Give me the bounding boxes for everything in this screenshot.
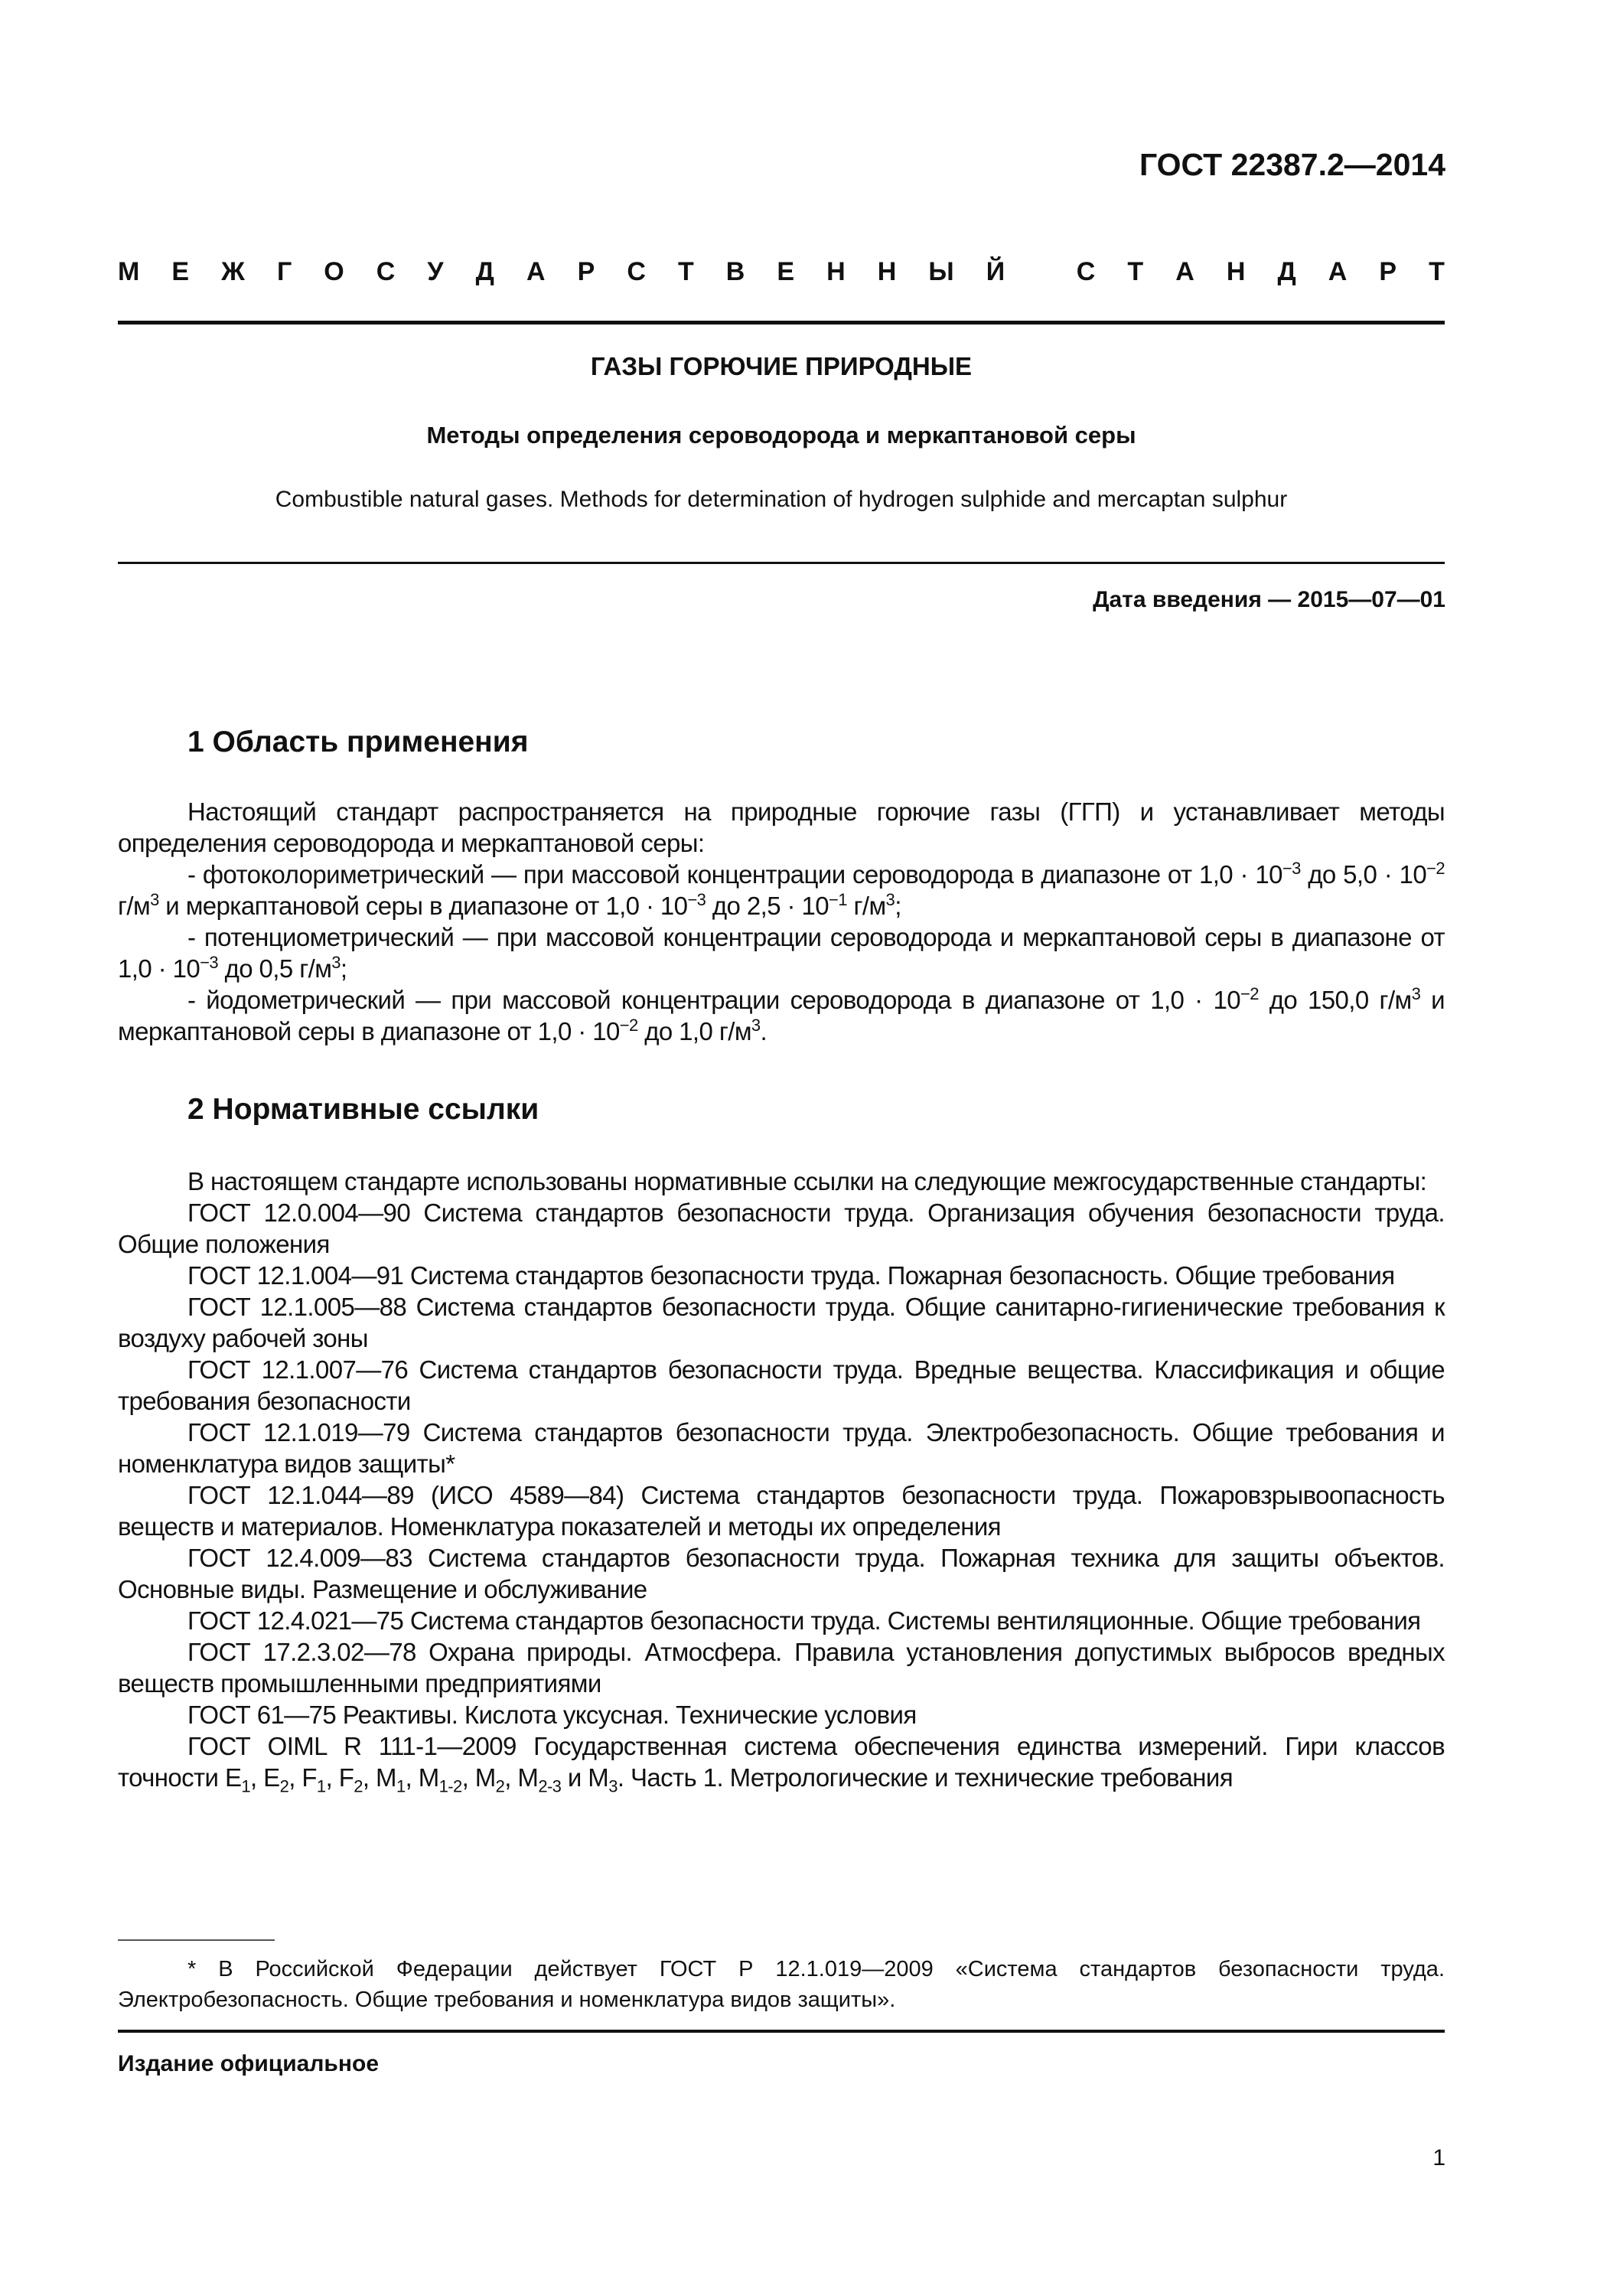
superscript: 3	[751, 1016, 761, 1035]
standard-type-letter: Д	[1277, 257, 1296, 286]
standard-type-letter: Т	[1429, 257, 1445, 286]
standard-type-letter: Н	[826, 257, 846, 286]
superscript: 3	[331, 953, 341, 972]
section-1-body	[118, 796, 1445, 1047]
reference-paragraph: ГОСТ 12.4.009—83 Система стандартов безопасности труда. Пожарная техника для защиты объектов. Основные виды. Размещение и обслуживание	[118, 1544, 1445, 1603]
reference-paragraph: ГОСТ 17.2.3.02—78 Охрана природы. Атмосфера. Правила установления допустимых выбросов вредных веществ промышленными предприятиями	[118, 1638, 1445, 1698]
subscript: 1	[316, 1776, 326, 1796]
superscript: −2	[619, 1016, 638, 1035]
footnote-text: * В Российской Федерации действует ГОСТ Р 12.1.019—2009 «Система стандартов безопасности труда. Электробезопасность. Общие требования и номенклатура видов защиты».	[118, 1957, 1445, 2012]
standard-type-letter: А	[526, 257, 546, 286]
scope-paragraph: - потенциометрический — при массовой концентрации сероводорода и меркаптановой серы в диапазоне от $1,0 \cdot 10^{-3}$ до 0,5 $г/м^3$;	[118, 923, 1445, 983]
document-code: ГОСТ 22387.2—2014	[1139, 147, 1445, 182]
standard-type-letter: С	[1076, 257, 1096, 286]
header-divider	[118, 321, 1445, 325]
reference-paragraph: ГОСТ 12.0.004—90 Система стандартов безопасности труда. Организация обучения безопасности труда. Общие положения	[118, 1199, 1445, 1258]
superscript: −2	[1240, 984, 1259, 1003]
standard-type-letter: О	[324, 257, 344, 286]
subscript: 1	[396, 1776, 406, 1796]
superscript: 3	[885, 890, 895, 909]
section-1-heading: 1 Область применения	[187, 726, 529, 758]
reference-paragraph: ГОСТ 12.1.005—88 Система стандартов безопасности труда. Общие санитарно-гигиенические требования к воздуху рабочей зоны	[118, 1293, 1445, 1352]
standard-type-letter: Е	[777, 257, 795, 286]
reference-paragraph: ГОСТ 12.1.019—79 Система стандартов безопасности труда. Электробезопасность. Общие требования и номенклатура видов защиты*	[118, 1418, 1445, 1478]
standard-type-letter: Т	[1127, 257, 1144, 286]
standard-type-letter: С	[627, 257, 646, 286]
reference-paragraph: ГОСТ OIML R 111-1—2009 Государственная система обеспечения единства измерений. Гири классов точности $E_1$, $E_2$, $F_1$, $F_2$, $M_1$, $M_{1-2}$, $M_2$, $M_{2-3}$ и $M_3$. Часть 1. Метрологические и технические требования	[118, 1732, 1445, 1796]
standard-type-letter: В	[725, 257, 745, 286]
standard-type-letter: Р	[1379, 257, 1397, 286]
superscript: −3	[687, 890, 706, 909]
standard-type-letter: А	[1328, 257, 1348, 286]
standard-type-letter: Т	[677, 257, 694, 286]
superscript: −3	[1282, 859, 1301, 878]
standard-type-letter	[1037, 257, 1044, 287]
subscript: 2	[354, 1776, 363, 1796]
introduction-date: Дата введения — 2015—07—01	[1093, 587, 1445, 612]
reference-paragraph: ГОСТ 61—75 Реактивы. Кислота уксусная. Технические условия	[187, 1701, 917, 1729]
reference-paragraph: ГОСТ 12.1.007—76 Система стандартов безопасности труда. Вредные вещества. Классификация и общие требования безопасности	[118, 1355, 1445, 1415]
standard-type-letter: Н	[1226, 257, 1246, 286]
section-2-body	[118, 1166, 1445, 1796]
reference-paragraph: В настоящем стандарте использованы нормативные ссылки на следующие межгосударственные стандарты:	[187, 1167, 1427, 1195]
footnote-separator	[118, 1939, 275, 1941]
title-divider	[118, 562, 1445, 564]
standard-type-letter: Н	[877, 257, 897, 286]
standard-type-letter: Р	[577, 257, 595, 286]
subscript: 2	[495, 1776, 505, 1796]
document-title-english: Combustible natural gases. Methods for determination of hydrogen sulphide and mercaptan sulphur	[275, 487, 1288, 512]
reference-paragraph: ГОСТ 12.1.044—89 (ИСО 4589—84) Система стандартов безопасности труда. Пожаровзрывоопасность веществ и материалов. Номенклатура показателей и методы их определения	[118, 1481, 1445, 1541]
scope-paragraph: - йодометрический — при массовой концентрации сероводорода в диапазоне от $1,0 \cdot 10^{-2}$ до 150,0 $г/м^3$ и меркаптановой серы в диапазоне от $1,0 \cdot 10^{-2}$ до 1,0 $г/м^3$.	[118, 984, 1445, 1045]
superscript: 3	[150, 890, 159, 909]
subscript: 2-3	[538, 1776, 562, 1796]
standard-type-letter: М	[118, 257, 140, 286]
superscript: −1	[828, 890, 847, 909]
subscript: 1-2	[438, 1776, 462, 1796]
reference-paragraph: ГОСТ 12.4.021—75 Система стандартов безопасности труда. Системы вентиляционные. Общие требования	[187, 1606, 1421, 1635]
reference-paragraph: ГОСТ 12.1.004—91 Система стандартов безопасности труда. Пожарная безопасность. Общие требования	[187, 1261, 1395, 1290]
superscript: −2	[1426, 859, 1445, 878]
standard-type-letter: С	[376, 257, 396, 286]
standard-type-letter: Е	[171, 257, 190, 286]
edition-label: Издание официальное	[118, 2051, 380, 2076]
standard-type-letter: Д	[475, 257, 494, 286]
standard-type-letter: Й	[986, 257, 1005, 286]
scope-paragraph: - фотоколориметрический — при массовой концентрации сероводорода в диапазоне от $1,0 \cdot 10^{-3}$ до $5,0 \cdot 10^{-2}$ $г/м^3$ и меркаптановой серы в диапазоне от $1,0 \cdot 10^{-3}$ до $2,5 \cdot 10^{-1}$ $г/м^3$;	[118, 859, 1445, 920]
subscript: 3	[608, 1776, 618, 1796]
section-2-heading: 2 Нормативные ссылки	[187, 1093, 539, 1126]
document-title: ГАЗЫ ГОРЮЧИЕ ПРИРОДНЫЕ	[590, 352, 973, 380]
superscript: 3	[1411, 984, 1421, 1003]
footer-divider	[118, 2030, 1445, 2033]
document-subtitle: Методы определения сероводорода и меркаптановой серы	[426, 422, 1136, 448]
superscript: −3	[200, 953, 218, 972]
standard-type-letter: Ы	[928, 257, 954, 286]
standard-type-letter: У	[427, 257, 444, 286]
subscript: 1	[241, 1776, 251, 1796]
standard-type-heading	[118, 257, 1445, 287]
page-number: 1	[1432, 2145, 1445, 2170]
subscript: 2	[279, 1776, 289, 1796]
standard-type-letter: Г	[276, 257, 292, 286]
scope-paragraph: Настоящий стандарт распространяется на природные горючие газы (ГГП) и устанавливает методы определения сероводорода и меркаптановой серы:	[118, 797, 1445, 857]
standard-type-letter: Ж	[221, 257, 245, 286]
standard-type-letter: А	[1175, 257, 1194, 286]
footnote	[118, 1954, 1445, 2015]
